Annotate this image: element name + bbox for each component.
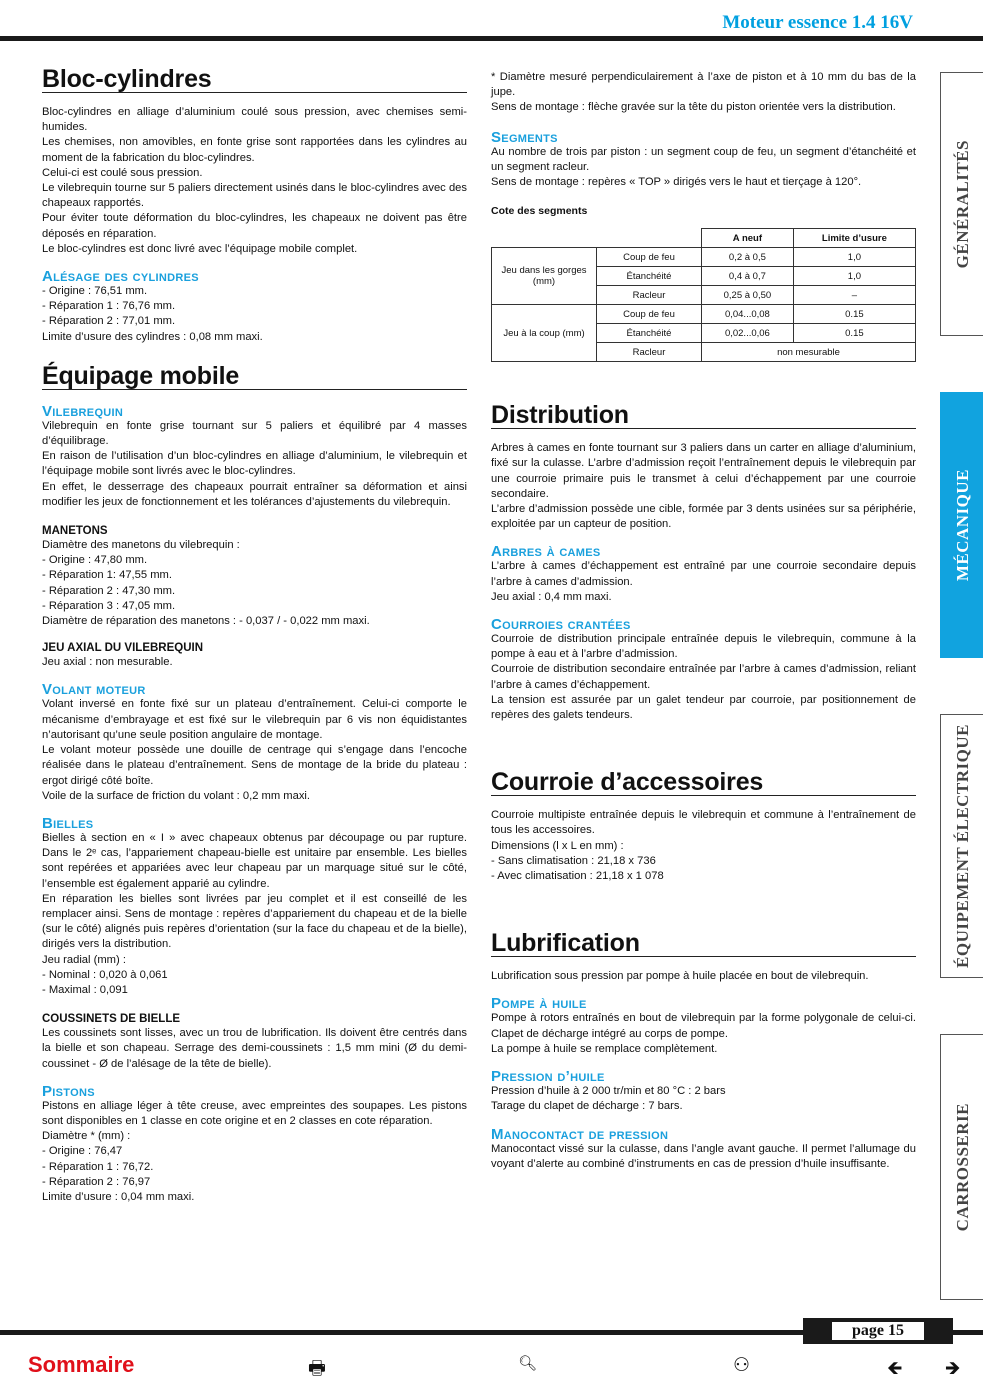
table-cell: Racleur [597,343,702,362]
search-icon[interactable]: 🔍︎ [518,1354,538,1372]
section-title-distribution: Distribution [491,402,916,429]
paragraph: L’arbre à cames d’échappement est entraîné par une courroie secondaire depuis l’arbre à cames d’admission. [491,560,916,588]
list-item: - Réparation 2 : 47,30 mm. [42,584,176,597]
table-cell: – [793,286,915,305]
paragraph: En réparation les bielles sont livrées par jeu complet et il est conseillé de les remplacer ainsi. Sens de montage : repères d’appariement du chapeau et de la bielle (sur le côté) alignés puis repères d’orientation (sur la face du chapeau et de la bielle), dirigés vers la distribution. [42,892,467,951]
subheading-coussinets: COUSSINETS DE BIELLE [42,1013,181,1026]
paragraph: Manocontact vissé sur la culasse, dans l’angle avant gauche. Il permet l’allumage du voyant d’alerte au combiné d’instruments en cas de pression d’huile insuffisante. [491,1142,916,1170]
tab-equipement-electrique[interactable]: ÉQUIPEMENT ÉLECTRIQUE [940,714,983,978]
list-item: - Réparation 1 : 76,72. [42,1160,154,1173]
forward-arrow-icon[interactable]: 🡺 [945,1357,961,1379]
table-cell: 0.15 [793,324,915,343]
tab-carrosserie[interactable]: CARROSSERIE [940,1034,983,1300]
list-item: - Nominal : 0,020 à 0,061 [42,968,168,981]
paragraph: Bielles à section en « I » avec chapeaux obtenus par découpage ou par rupture. Dans le 2ᵉ cas, l’appariement chapeau-bielle est unitaire par ensemble. Les bielles sont repérées et appariées avec leur chapeau par un marquage situé sur le côté, l’ensemble est également apparié au cylindre. [42,831,467,890]
paragraph: En effet, le desserrage des chapeaux pourrait entraîner sa déformation et ainsi modifier les jeux de fonctionnement et les tolérances d’ajustements du vilebrequin. [42,480,467,508]
paragraph: Courroie de distribution secondaire entraînée par l’arbre à cames d’admission, reliant l’arbre à cames d’échappement. [491,663,916,691]
table-cell: Racleur [597,286,702,305]
paragraph: En raison de l’utilisation d’un bloc-cylindres en alliage d’aluminium, le vilebrequin et l’équipage mobile sont livrés avec le bloc-cylindres. [42,450,467,478]
paragraph: L’arbre d’admission possède une cible, formée par 3 dents usinées sur sa périphérie, exploitée par un capteur de position. [491,503,916,531]
paragraph: Lubrification sous pression par pompe à huile placée en bout de vilebrequin. [491,970,869,983]
subsection-manocontact: Manocontact de pression [491,1125,669,1143]
table-cell: 1,0 [793,248,915,267]
header-rule [0,36,983,41]
table-cell: 1,0 [793,267,915,286]
paragraph: Vilebrequin en fonte grise tournant sur 5 paliers et équilibré par 4 masses d’équilibrage. [42,419,467,448]
paragraph: Courroie multipiste entraînée depuis le vilebrequin et commune à l’entraînement de tous les accessoires. [491,809,916,837]
subsection-bielles: Bielles [42,814,94,832]
list-item: Diamètre de réparation des manetons : - 0,037 / - 0,022 mm maxi. [42,615,370,628]
paragraph: Pompe à rotors entraînés en bout de vilebrequin par la forme polygonale de celui-ci. Clapet de décharge intégré au corps de pompe. [491,1012,916,1040]
table-cell: Étanchéité [597,324,702,343]
table-cell: Coup de feu [597,305,702,324]
paragraph: Sens de montage : repères « TOP » dirigés vers le haut et tierçage à 120°. [491,176,862,189]
list-item: - Origine : 47,80 mm. [42,554,148,567]
paragraph: La tension est assurée par un galet tendeur par courroie, par positionnement de repères des galets tendeurs. [491,693,916,722]
list-item: - Avec climatisation : 21,18 x 1 078 [491,870,664,883]
list-item: - Réparation 1 : 76,76 mm. [42,300,176,313]
section-title-bloc: Bloc-cylindres [42,66,467,93]
left-column [42,66,467,1205]
section-title-lubrification: Lubrification [491,930,916,957]
list-item: Diamètre * (mm) : [42,1130,131,1143]
paragraph: Voile de la surface de friction du volant : 0,2 mm maxi. [42,789,311,802]
subsection-pistons: Pistons [42,1082,95,1100]
list-item: Jeu radial (mm) : [42,953,126,966]
list-item: - Réparation 2 : 76,97 [42,1175,151,1188]
subsection-vilebrequin: Vilebrequin [42,402,124,420]
list-item: Pression d’huile à 2 000 tr/min et 80 °C : 2 bars [491,1085,726,1098]
paragraph: Pour éviter toute déformation du bloc-cylindres, les chapeaux ne doivent pas être déposés en réparation. [42,212,467,240]
list-item: - Réparation 1: 47,55 mm. [42,569,172,582]
table-cell: 0,04...0,08 [702,305,794,324]
list-item: Limite d’usure : 0,04 mm maxi. [42,1190,195,1203]
table-row [492,248,916,267]
list-item: - Sans climatisation : 21,18 x 736 [491,854,656,867]
table-row [492,305,916,324]
paragraph: Pistons en alliage léger à tête creuse, avec empreintes des soupapes. Les pistons sont disponibles en 1 classe en cote origine et en 2 classes en cote réparation. [42,1099,467,1127]
list-item: Diamètre des manetons du vilebrequin : [42,539,240,552]
paragraph: Les chemises, non amovibles, en fonte grise sont rapportées dans les cylindres au moment de la fabrication du bloc-cylindres. [42,136,467,164]
table-cell: Étanchéité [597,267,702,286]
paragraph: * Diamètre mesuré perpendiculairement à l’axe de piston et à 10 mm du bas de la jupe. [491,71,916,99]
paragraph: La pompe à huile se remplace complètement. [491,1042,718,1055]
table-cell: 0,02...0,06 [702,324,794,343]
list-item: - Réparation 3 : 47,05 mm. [42,599,176,612]
paragraph: Jeu axial : non mesurable. [42,656,173,669]
list-item: - Réparation 2 : 77,01 mm. [42,315,176,328]
segments-table [491,228,916,362]
subsection-pression: Pression d’huile [491,1068,605,1086]
paragraph: Le volant moteur possède une douille de centrage qui s’engage dans l’encoche réalisée dans le plateau d’entraînement. Sens de montage de la bride du plateau : ergot dirigé côté boîte. [42,744,467,787]
table-cell: 0.15 [793,305,915,324]
page-number: page 15 [803,1318,953,1344]
paragraph: Bloc-cylindres en alliage d’aluminium coulé sous pression, avec chemises semi-humides. [42,106,467,134]
list-item: - Maximal : 0,091 [42,983,128,996]
paragraph: Le vilebrequin tourne sur 5 paliers directement usinés dans le bloc-cylindres avec des chapeaux rapportés. [42,182,467,210]
print-icon[interactable]: 🖶 [308,1357,326,1379]
paragraph: Au nombre de trois par piston : un segment coup de feu, un segment d’étanchéité et un segment racleur. [491,145,916,173]
table-cell: non mesurable [702,343,916,362]
back-arrow-icon[interactable]: 🡸 [887,1357,903,1379]
paragraph: Jeu axial : 0,4 mm maxi. [491,590,612,603]
column-header: A neuf [702,229,794,248]
section-title-accessoires: Courroie d’accessoires [491,769,916,796]
paragraph: Sens de montage : flèche gravée sur la tête du piston orientée vers la distribution. [491,101,896,114]
document-title: Moteur essence 1.4 16V [722,12,913,33]
paragraph: Arbres à cames en fonte tournant sur 3 paliers dans un carter en alliage d’aluminium, fixé sur la culasse. L’arbre d’admission reçoit l’entraînement depuis le vilebrequin par une courroie primaire puis le transmet à celui d’échappement par une courroie secondaire. [491,442,916,500]
tab-generalites[interactable]: GÉNÉRALITÉS [940,72,983,336]
subsection-courroies: Courroies crantées [491,616,631,634]
binoculars-icon[interactable]: ⚇ [733,1354,751,1376]
table-cell: 0,2 à 0,5 [702,248,794,267]
list-item: Limite d’usure des cylindres : 0,08 mm maxi. [42,330,263,343]
paragraph: Celui-ci est coulé sous pression. [42,166,203,179]
sommaire-link[interactable]: Sommaire [28,1352,135,1377]
column-header: Limite d’usure [793,229,915,248]
list-item: Tarage du clapet de décharge : 7 bars. [491,1100,683,1113]
subsection-volant: Volant moteur [42,681,146,699]
row-group-label: Jeu dans les gorges (mm) [492,248,597,305]
table-cell: Coup de feu [597,248,702,267]
paragraph: Le bloc-cylindres est donc livré avec l’équipage mobile complet. [42,242,358,255]
subsection-segments: Segments [491,128,558,146]
list-item: - Origine : 76,47 [42,1145,123,1158]
right-column [491,70,916,1172]
table-cell: 0,25 à 0,50 [702,286,794,305]
tab-mecanique[interactable]: MÉCANIQUE [940,392,983,658]
row-group-label: Jeu à la coup (mm) [492,305,597,362]
table-cell: 0,4 à 0,7 [702,267,794,286]
subsection-pompe: Pompe à huile [491,995,587,1013]
list-item: Dimensions (l x L en mm) : [491,839,624,852]
paragraph: Les coussinets sont lisses, avec un trou de lubrification. Ils doivent être centrés dans la bielle et son chapeau. Serrage des demi-coussinets : 1,5 mm mini (Ø du demi-coussinet - Ø de l’alésage de la tête de bielle). [42,1027,467,1070]
subheading-jeu-axial: JEU AXIAL DU VILEBREQUIN [42,642,204,655]
paragraph: Courroie de distribution principale entraînée depuis le vilebrequin, commune à la pompe à eau et à l’arbre d’admission. [491,633,916,661]
list-item: - Origine : 76,51 mm. [42,285,148,298]
subsection-alesage: Alésage des cylindres [42,268,199,286]
paragraph: Volant inversé en fonte fixé sur un plateau d’entraînement. Celui-ci comporte le mécanisme d’embrayage et est fixé sur le vilebrequin par 6 vis non équidistantes n’autorisant qu’une seule position angulaire de montage. [42,698,467,741]
section-title-equipage: Équipage mobile [42,363,467,390]
table-caption: Cote des segments [491,205,588,218]
subheading-manetons: MANETONS [42,525,108,538]
subsection-arbres: Arbres à cames [491,543,601,561]
table-header-row [492,229,916,248]
